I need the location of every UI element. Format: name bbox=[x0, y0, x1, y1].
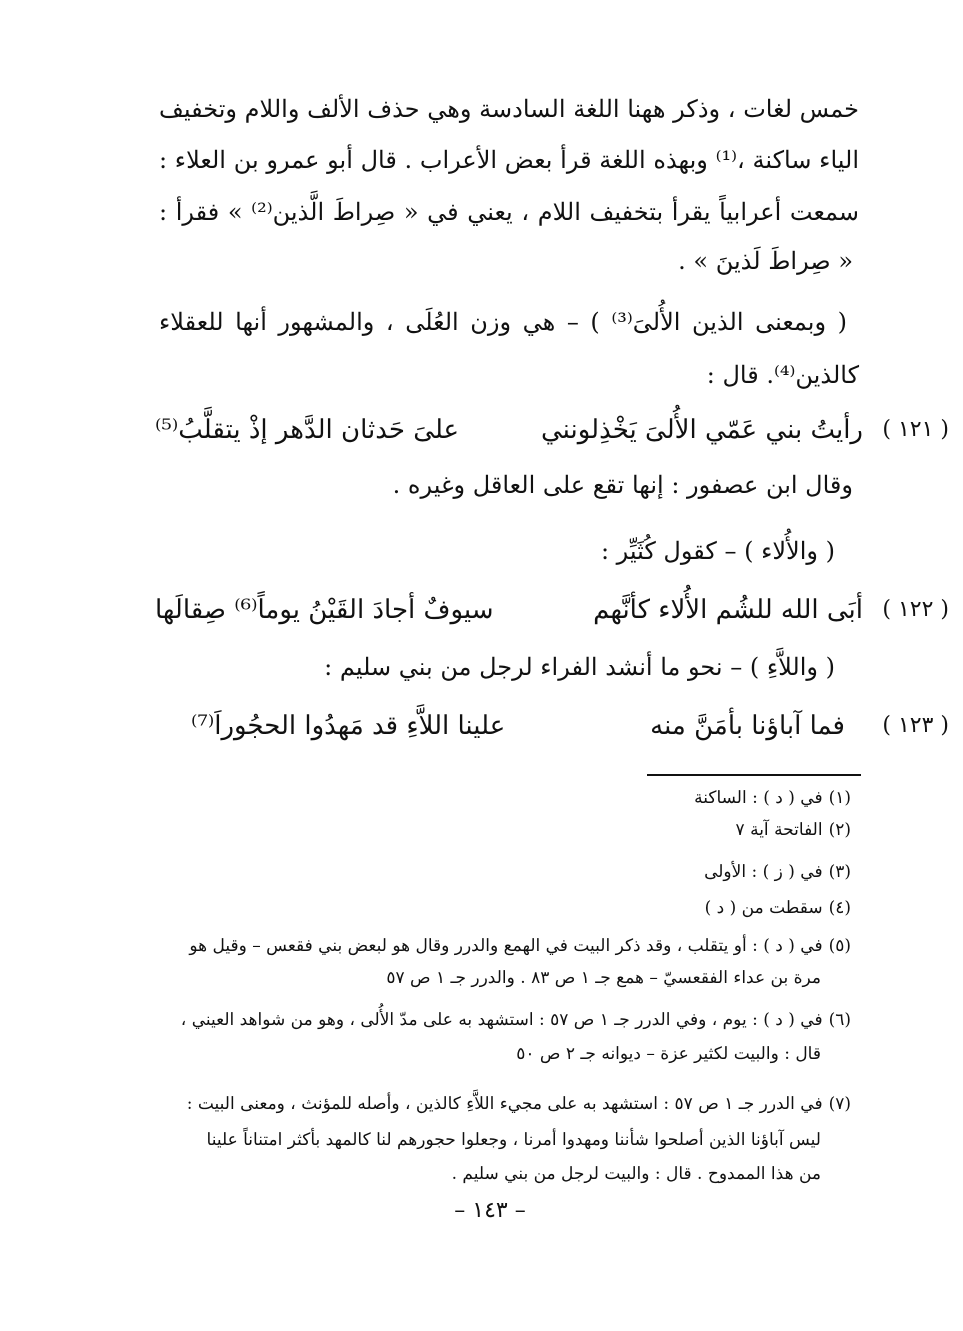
footnote-number: (٤) bbox=[828, 898, 851, 918]
verse-number: ( ١٢٢ ) bbox=[882, 597, 949, 622]
footnote-text: في ( ز ) : الأولى bbox=[704, 862, 823, 882]
verse-number: ( ١٢٣ ) bbox=[882, 713, 949, 738]
footnote bbox=[181, 1006, 851, 1034]
footnote-number: (٦) bbox=[828, 1010, 851, 1030]
footnote bbox=[704, 858, 851, 886]
text-line: « صِراطَ لَذينَ » . bbox=[678, 247, 853, 275]
verse-hemistich-second: سيوفٌ أجادَ القَيْنُ يوماً⁽⁶⁾ صِقالَها bbox=[155, 595, 494, 625]
footnote-divider bbox=[647, 774, 861, 776]
footnote-text: في ( د ) : الساكنة bbox=[694, 788, 823, 808]
verse-number: ( ١٢١ ) bbox=[882, 417, 949, 442]
verse-hemistich-first: رأيتُ بني عَمّي الأُلىَ يَخْذِلونني bbox=[541, 415, 863, 445]
text-line: سمعت أعرابياً يقرأ بتخفيف اللام ، يعني في « صِراطَ الَّذين⁽²⁾ » فقرأ : bbox=[159, 198, 860, 226]
footnote bbox=[736, 816, 851, 844]
text-line: خمس لغات ، وذكر ههنا اللغة السادسة وهي حذف الألف واللام وتخفيف bbox=[159, 95, 859, 123]
footnote-number: (١) bbox=[828, 788, 851, 808]
footnote bbox=[187, 1090, 851, 1118]
footnote-continuation: ليس آباؤنا الذين أصلحوا شأننا ومهدوا أمرنا ، وجعلوا حجورهم لنا كالمهد بأكثر امتناناً علينا bbox=[206, 1130, 821, 1150]
footnote-continuation: من هذا الممدوح . قال : والبيت لرجل من بني سليم . bbox=[451, 1164, 821, 1184]
footnote-continuation: مرة بن عداء الفقعسيّ – همع جـ ١ ص ٨٣ . والدرر جـ ١ ص ٥٧ bbox=[386, 968, 821, 988]
verse-hemistich-first: أبَى الله للشُم الأُلاء كأنَّهم bbox=[593, 595, 863, 625]
verse-122 bbox=[155, 588, 949, 632]
verse-hemistich-second: علىَ حَدثان الدَّهر إذْ يتقلَّبُ⁽⁵⁾ bbox=[155, 415, 460, 445]
footnote-text: الفاتحة آية ٧ bbox=[735, 820, 823, 840]
footnote bbox=[705, 894, 851, 922]
text-line: ( وبمعنى الذين الأُلىَ⁽³⁾ ) – هي وزن العُلَى ، والمشهور أنها للعقلاء bbox=[159, 308, 847, 336]
footnote-number: (٧) bbox=[828, 1094, 851, 1114]
text-line: الياء ساكنة ،⁽¹⁾ وبهذه اللغة قرأ بعض الأعراب . قال أبو عمرو بن العلاء : bbox=[159, 146, 859, 174]
footnote-number: (٣) bbox=[828, 862, 851, 882]
verse-hemistich-second: علينا اللاَّءِ قد مَهدُوا الحجُوراَ⁽⁷⁾ bbox=[191, 711, 506, 741]
footnote-text: في الدرر جـ ١ ص ٥٧ : استشهد به على مجيء اللاَّءِ كالذين ، وأصله للمؤنث ، ومعنى البيت : bbox=[186, 1094, 823, 1114]
page-number: – ١٤٣ – bbox=[454, 1198, 526, 1223]
text-line: كالذين⁽⁴⁾. قال : bbox=[706, 361, 859, 389]
verse-121 bbox=[155, 408, 949, 452]
text-line: ( والأُلاء ) – كقول كُثَيِّر : bbox=[600, 537, 835, 565]
footnote bbox=[189, 932, 851, 960]
footnote-text: سقطت من ( د ) bbox=[704, 898, 823, 918]
footnote-number: (٥) bbox=[828, 936, 851, 956]
text-line: وقال ابن عصفور : إنها تقع على العاقل وغيره . bbox=[392, 471, 853, 499]
footnote-text: في ( د ) : أو يتقلب ، وقد ذكر البيت في الهمع والدرر وقال هو لبعض بني فقعس – وقيل هو bbox=[189, 936, 823, 956]
text-line: ( واللاَّءِ ) – نحو ما أنشد الفراء لرجل من بني سليم : bbox=[324, 653, 835, 681]
footnote bbox=[694, 784, 851, 812]
footnote-text: في ( د ) : يوم ، وفي الدرر جـ ١ ص ٥٧ : استشهد به على مدّ الأُلى ، وهو من شواهد العيني ، bbox=[180, 1010, 823, 1030]
footnote-number: (٢) bbox=[828, 820, 851, 840]
footnote-continuation: قال : والبيت لكثير عزة – ديوانه جـ ٢ ص ٥٠ bbox=[516, 1044, 821, 1064]
verse-123 bbox=[155, 704, 949, 748]
verse-hemistich-first: فما آباؤنا بأمَنَّ منه bbox=[650, 711, 845, 741]
